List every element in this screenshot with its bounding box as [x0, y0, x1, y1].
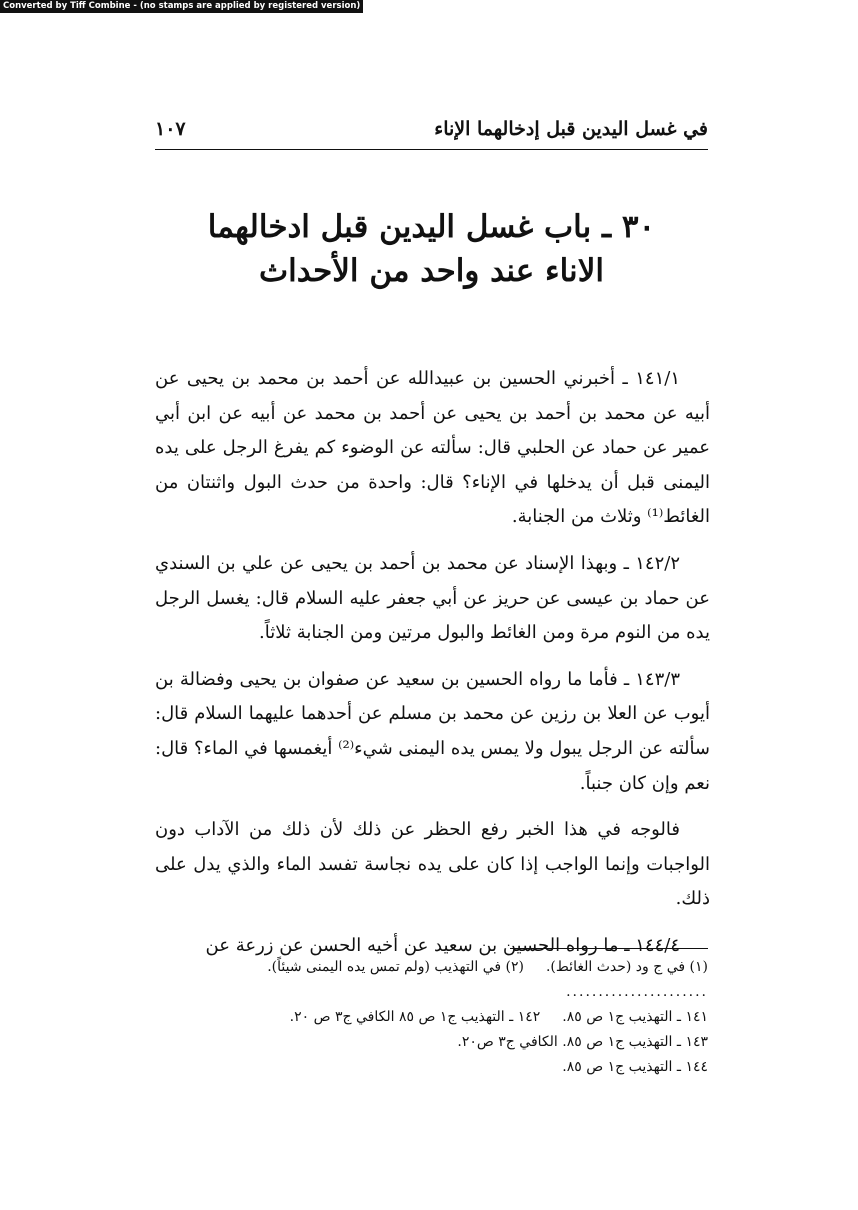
paragraph-hadith-143: ١٤٣/٣ ـ فأما ما رواه الحسين بن سعيد عن صفوان بن يحيى وفضالة بن أيوب عن العلا بن رزين عن محمد بن مسلم عن أحدهما عليهما السلام قال: سألته عن الرجل يبول ولا يمس يده اليمنى شيء⁽²⁾ أيغمسها في الماء؟ قال: نعم وإن كان جنباً. [155, 668, 711, 794]
paragraph-commentary: فالوجه في هذا الخبر رفع الحظر عن ذلك لأن ذلك من الآداب دون الواجبات وإنما الواجب إذا كان على يده نجاسة تفسد الماء والذي يدل على ذلك. [155, 819, 710, 910]
header-rule [155, 149, 708, 150]
chapter-title-line-1: ٣٠ ـ باب غسل اليدين قبل ادخالهما [207, 209, 656, 245]
footnote-1: (١) في ج ود (حدث الغائط). [545, 959, 708, 975]
paragraph-hadith-142: ١٤٢/٢ ـ وبهذا الإسناد عن محمد بن أحمد بن يحيى عن علي بن السندي عن حماد بن عيسى عن حريز عن أبي جعفر عليه السلام قال: يغسل الرجل يده من النوم مرة ومن الغائط والبول مرتين ومن الجنابة ثلاثاً. [155, 552, 710, 644]
footnotes [220, 955, 708, 1080]
chapter-title [155, 205, 708, 293]
footnote-rule [510, 948, 708, 949]
footnote-ref-144: ١٤٤ ـ التهذيب ج١ ص ٨٥. [562, 1059, 708, 1075]
running-title: في غسل اليدين قبل إدخالهما الإناء [434, 118, 708, 140]
footnote-dot-separator: ...................... [566, 984, 708, 1000]
footnote-2: (٢) في التهذيب (ولم تمس يده اليمنى شيئاً). [267, 959, 524, 975]
footnote-ref-142: ١٤٢ ـ التهذيب ج١ ص ٨٥ الكافي ج٣ ص ٢٠. [289, 1009, 541, 1025]
footnote-refs-line-1 [220, 1005, 708, 1030]
chapter-title-line-2: الاناء عند واحد من الأحداث [259, 253, 604, 289]
running-header [155, 118, 708, 146]
paragraph-hadith-141: ١٤١/١ ـ أخبرني الحسين بن عبيدالله عن أحمد بن محمد بن يحيى عن أبيه عن محمد بن أحمد بن يحيى عن أحمد بن محمد عن أبيه عن ابن أبي عمير عن حماد عن الحلبي قال: سألته عن الوضوء كم يفرغ الرجل على يده اليمنى قبل أن يدخلها في الإناء؟ قال: واحدة من حدث البول واثنتان من الغائط⁽¹⁾ وثلاث من الجنابة. [155, 368, 710, 528]
body-text [155, 362, 710, 976]
paragraph-hadith-144: ١٤٤/٤ ـ ما رواه الحسين بن سعيد عن أخيه الحسن عن زرعة عن [205, 934, 680, 956]
footnote-ref-141: ١٤١ ـ التهذيب ج١ ص ٨٥. [562, 1009, 708, 1025]
footnote-ref-143: ١٤٣ ـ التهذيب ج١ ص ٨٥. الكافي ج٣ ص٢٠. [457, 1034, 708, 1050]
page-number: ١٠٧ [155, 118, 186, 140]
converter-watermark: Converted by Tiff Combine - (no stamps are applied by registered version) [0, 0, 363, 13]
footnote-notes-line [220, 955, 708, 980]
